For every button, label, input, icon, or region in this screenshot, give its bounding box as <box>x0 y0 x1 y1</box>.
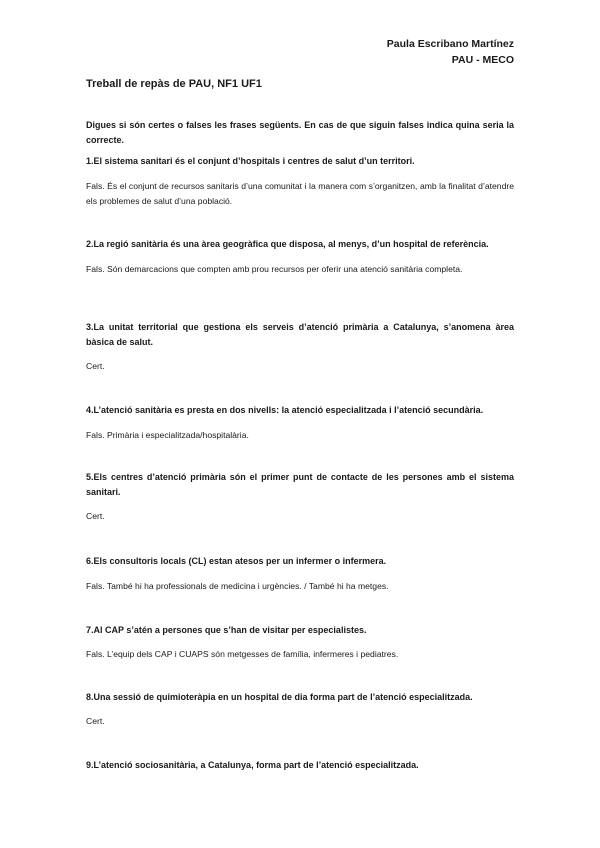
question-text: 2.La regió sanitària és una àrea geogràfica que disposa, al menys, d’un hospital de referència. <box>86 239 489 249</box>
question-item-8 <box>86 690 514 729</box>
author-name: Paula Escribano Martínez <box>386 38 514 50</box>
answer-text: Cert. <box>86 716 105 726</box>
question-item-6 <box>86 554 514 594</box>
answer-text: Fals. També hi ha professionals de medicina i urgències. / També hi ha metges. <box>86 581 389 591</box>
instructions-text: Digues si són certes o falses les frases següents. En cas de que siguin falses indica quina seria la correcte. <box>86 120 514 145</box>
question-text: 4.L’atenció sanitària es presta en dos nivells: la atenció especialitzada i l’atenció secundària. <box>86 405 484 415</box>
answer-text: Cert. <box>86 361 105 371</box>
question-text: 3.La unitat territorial que gestiona els serveis d’atenció primària a Catalunya, s’anomena àrea bàsica de salut. <box>86 322 514 347</box>
answer-text: Cert. <box>86 511 105 521</box>
answer-text: Fals. L’equip dels CAP i CUAPS són metgesses de família, infermeres i pediatres. <box>86 649 399 659</box>
question-text: 7.Al CAP s’atén a persones que s’han de visitar per especialistes. <box>86 625 367 635</box>
instructions <box>86 118 514 148</box>
course-name: PAU - MECO <box>451 54 514 66</box>
question-item-5 <box>86 470 514 524</box>
answer-text: Fals. És el conjunt de recursos sanitaris d’una comunitat i la manera com s’organitzen, amb la finalitat d’atendre els problemes de salut d’una població. <box>86 181 514 206</box>
answer-text: Fals. Són demarcacions que compten amb prou recursos per oferir una atenció sanitària completa. <box>86 264 463 274</box>
question-item-7 <box>86 623 514 662</box>
question-item-2 <box>86 237 514 277</box>
question-text: 9.L’atenció sociosanitària, a Catalunya, forma part de l’atenció especialitzada. <box>86 760 419 770</box>
answer-text: Fals. Primària i especialitzada/hospitalària. <box>86 430 249 440</box>
question-item-4 <box>86 403 514 443</box>
question-item-3 <box>86 320 514 374</box>
question-text: 5.Els centres d’atenció primària són el primer punt de contacte de les persones amb el sistema sanitari. <box>86 472 514 497</box>
document-title: Treball de repàs de PAU, NF1 UF1 <box>86 78 262 90</box>
question-text: 1.El sistema sanitari és el conjunt d’hospitals i centres de salut d’un territori. <box>86 156 415 166</box>
question-text: 8.Una sessió de quimioteràpia en un hospital de dia forma part de l’atenció especialitzada. <box>86 692 473 702</box>
question-text: 6.Els consultoris locals (CL) estan atesos per un infermer o infermera. <box>86 556 387 566</box>
question-item-1 <box>86 154 514 209</box>
question-item-9 <box>86 758 514 773</box>
